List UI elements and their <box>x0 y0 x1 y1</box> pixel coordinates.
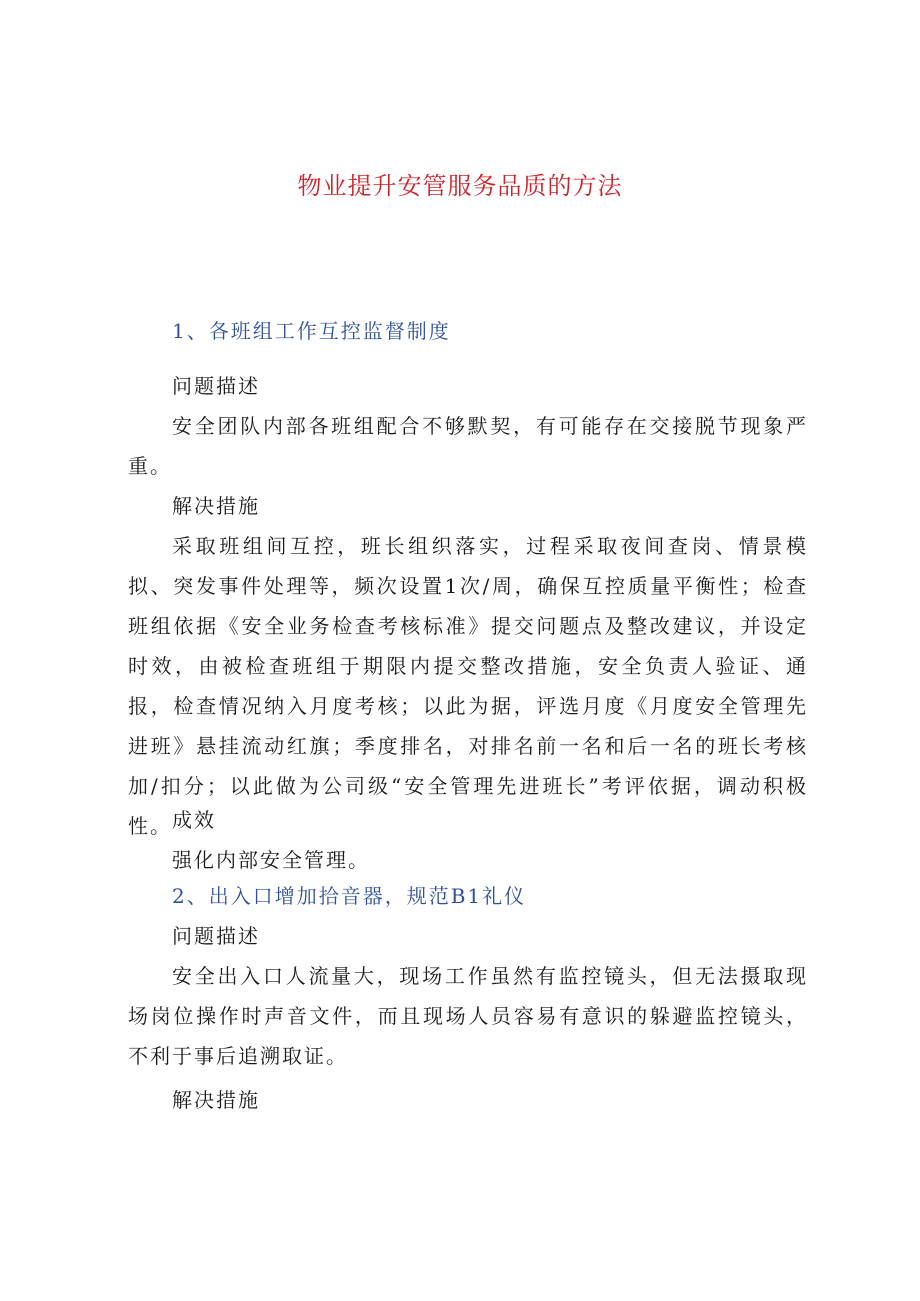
section-1-heading: 1、各班组工作互控监督制度 <box>172 319 451 343</box>
section-1-problem-text: 安全团队内部各班组配合不够默契，有可能存在交接脱节现象严重。 <box>128 414 808 478</box>
section-1-result-text: 强化内部安全管理。 <box>172 848 370 872</box>
section-1-solution-label: 解决措施 <box>172 494 260 518</box>
section-2-problem-text: 安全出入口人流量大，现场工作虽然有监控镜头，但无法摄取现场岗位操作时声音文件，而且现场人员容易有意识的躲避监控镜头，不利于事后追溯取证。 <box>128 964 808 1068</box>
section-1-solution-text: 采取班组间互控，班长组织落实，过程采取夜间查岗、情景模拟、突发事件处理等，频次设置1次/周，确保互控质量平衡性；检查班组依据《安全业务检查考核标准》提交问题点及整改建议，并设定时效，由被检查班组于期限内提交整改措施，安全负责人验证、通报，检查情况纳入月度考核；以此为据，评选月度《月度安全管理先进班》悬挂流动红旗；季度排名，对排名前一名和后一名的班长考核加/扣分；以此做为公司级“安全管理先进班长”考评依据，调动积极性。 <box>128 534 808 838</box>
section-1-problem-label: 问题描述 <box>172 374 260 398</box>
document-title: 物业提升安管服务品质的方法 <box>297 172 623 200</box>
section-2-heading: 2、出入口增加拾音器，规范B1礼仪 <box>172 884 527 908</box>
section-2-problem-label: 问题描述 <box>172 924 260 948</box>
section-2-solution-label: 解决措施 <box>172 1088 260 1112</box>
section-1-result-label: 成效 <box>172 808 216 832</box>
